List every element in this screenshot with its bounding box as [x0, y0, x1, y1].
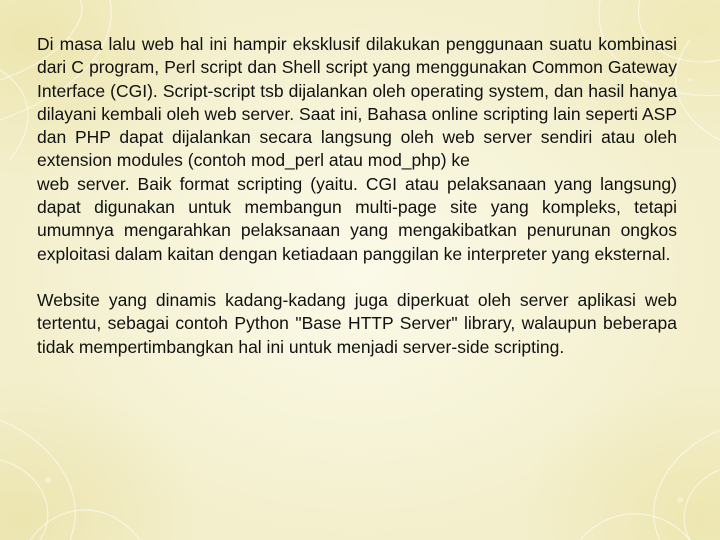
- slide-body: [37, 33, 677, 359]
- paragraph-cgi-history: Di masa lalu web hal ini hampir eksklusif dilakukan penggunaan suatu kombinasi dari C program, Perl script dan Shell script yang menggunakan Common Gateway Interface (CGI). Script-script tsb dijalankan oleh operating system, dan hasil hanya dilayani kembali oleh web server. Saat ini, Bahasa online scripting lain seperti ASP dan PHP dapat dijalankan secara langsung oleh web server sendiri atau oleh extension modules (contoh mod_perl atau mod_php) ke: [37, 34, 677, 171]
- paragraph-spacer: [37, 266, 677, 289]
- paragraph-dynamic-websites: Website yang dinamis kadang-kadang juga diperkuat oleh server aplikasi web tertentu, sebagai contoh Python "Base HTTP Server" library, walaupun beberapa tidak mempertimbangkan hal ini untuk menjadi server-side scripting.: [37, 289, 677, 357]
- paragraph-scripting-formats: web server. Baik format scripting (yaitu. CGI atau pelaksanaan yang langsung) dapat digunakan untuk membangun multi-page site yang kompleks, tetapi umumnya mengarahkan pelaksanaan yang mengakibatkan penurunan ongkos exploitasi dalam kaitan dengan ketiadaan panggilan ke interpreter yang eksternal.: [37, 173, 677, 264]
